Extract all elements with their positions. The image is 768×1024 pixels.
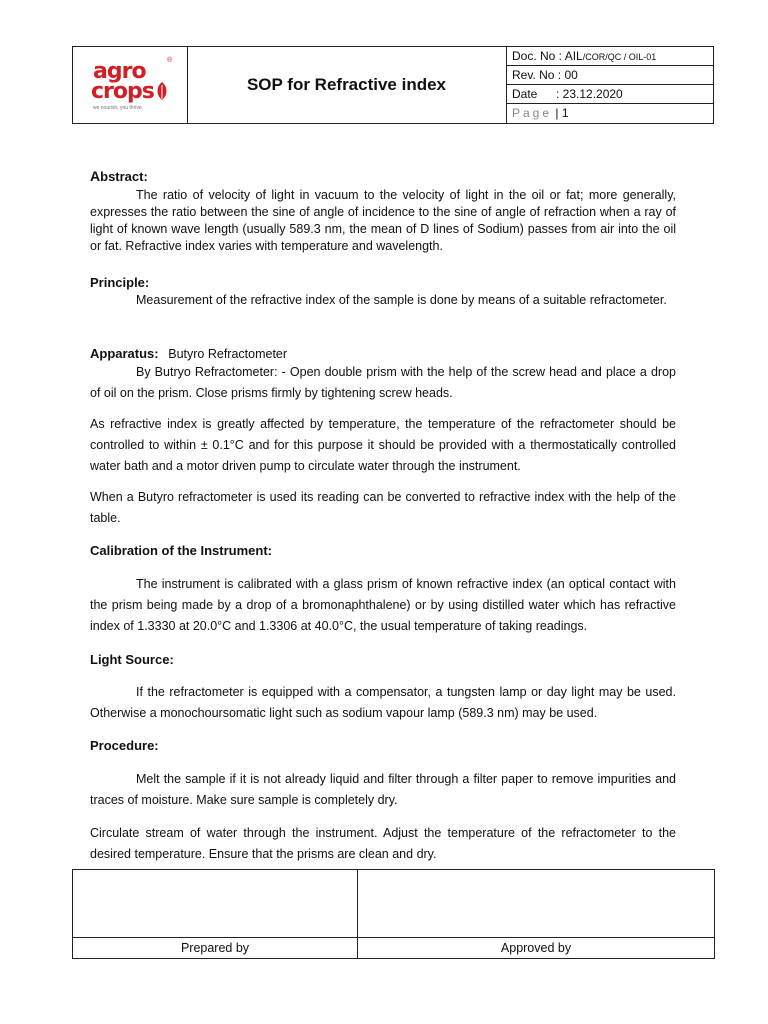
doc-no-suffix: /COR/QC / OIL-01 [582,52,657,62]
prepared-by-label: Prepared by [73,938,358,958]
logo-text-top: agro [93,59,146,84]
document-meta [507,47,713,123]
logo-tagline: we nourish, you thrive [93,105,142,111]
date-row [507,85,713,104]
page-row [507,104,713,123]
apparatus-heading [90,346,287,361]
logo-cell [73,47,188,123]
light-source-text: If the refractometer is equipped with a compensator, a tungsten lamp or day light may be used. Otherwise a monochoursomatic light such as sodium vapour lamp (589.3 nm) may be used. [90,685,676,720]
apparatus-heading-value: Butyro Refractometer [168,347,288,361]
abstract-heading-rest: bstract: [100,169,148,184]
doc-no-main: AIL [564,49,583,63]
principle-heading: Principle: [90,275,150,290]
doc-no-label: Doc. No : [512,49,565,63]
calibration-text: The instrument is calibrated with a glass prism of known refractive index (an optical contact with the prism being made by a drop of a bromonaphthalene) or by using distilled water which has refractive index of 1.3330 at 20.0°C and 1.3306 at 40.0°C, the usual temperature of taking readings. [90,577,676,633]
approved-by-label: Approved by [500,941,572,955]
principle-text: Measurement of the refractive index of the sample is done by means of a suitable refractometer. [136,293,667,307]
date-label: Date [512,87,538,101]
abstract-heading [90,168,148,184]
light-source-heading: Light Source: [90,652,174,667]
rev-no: Rev. No : 00 [512,68,578,82]
page-number: | 1 [555,106,569,120]
document-title: SOP for Refractive index [246,75,447,94]
apparatus-text-1: By Butryo Refractometer: - Open double prism with the help of the screw head and place a drop of oil on the prism. Close prisms firmly by tightening screw heads. [90,365,676,400]
page-label: Page [512,106,553,120]
rev-no-row [507,66,713,85]
logo-text-bottom: crops [91,79,154,104]
apparatus-heading-label: Apparatus: [90,346,159,361]
apparatus-text-3: When a Butyro refractometer is used its reading can be converted to refractive index with the help of the table. [90,490,676,525]
abstract-text: The ratio of velocity of light in vacuum to the velocity of light in the oil or fat; more generally, expresses the ratio between the sine of angle of incidence to the sine of angle of refraction when a ray of light of known wave length (usually 589.3 nm, the mean of D lines of Sodium) passes from air into the oil or fat. Refractive index varies with temperature and wavelength. [90,188,676,253]
procedure-text-2: Circulate stream of water through the instrument. Adjust the temperature of the refractometer to the desired temperature. Ensure that the prisms are clean and dry. [90,826,676,861]
signature-table [72,869,715,959]
registered-mark: ® [167,57,173,64]
calibration-heading: Calibration of the Instrument: [90,543,272,558]
leaf-icon [155,81,169,101]
approved-by-signature-box [358,870,714,937]
header-table [72,46,714,124]
prepared-by-signature-box [73,870,358,937]
date-value: : 23.12.2020 [556,87,623,101]
doc-no-row [507,47,713,66]
procedure-heading: Procedure: [90,738,159,753]
apparatus-text-2: As refractive index is greatly affected by temperature, the temperature of the refractometer should be controlled to within ± 0.1°C and for this purpose it should be provided with a thermostatically controlled water bath and a motor driven pump to circulate water through the instrument. [90,417,676,473]
abstract-heading-initial: A [90,168,101,184]
procedure-text-1: Melt the sample if it is not already liquid and filter through a filter paper to remove impurities and traces of moisture. Make sure sample is completely dry. [90,772,676,807]
title-cell [187,47,507,123]
agrocrops-logo [87,57,177,113]
